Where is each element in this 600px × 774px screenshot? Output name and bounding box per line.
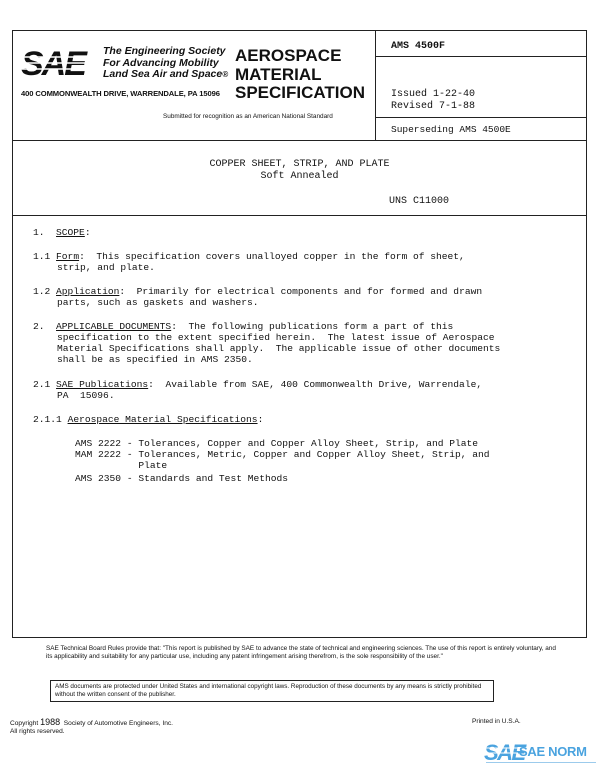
section-2-line-3: shall be as specified in AMS 2350.	[57, 354, 253, 365]
issued-date: Issued 1-22-40	[391, 89, 476, 100]
section-2-heading: APPLICABLE DOCUMENTS	[56, 321, 172, 332]
section-2-1-heading: SAE Publications	[56, 379, 149, 390]
section-2-1-1-number: 2.1.1	[33, 414, 62, 425]
document-type-title	[235, 47, 365, 103]
society-line-3-text: Land Sea Air and Space	[103, 68, 223, 80]
ams-number-divider	[375, 56, 586, 57]
section-1-1	[33, 251, 465, 263]
section-1-1-text: : This specification covers unalloyed copper in the form of sheet,	[79, 251, 465, 262]
section-2-text: : The following publications form a part of this	[171, 321, 454, 332]
section-1-colon: :	[84, 227, 91, 238]
reference-ams-2222: AMS 2222 - Tolerances, Copper and Copper Alloy Sheet, Strip, and Plate	[75, 438, 479, 449]
header-divider-vertical	[375, 31, 376, 140]
section-2-number: 2.	[33, 321, 45, 332]
section-2-1-1	[33, 414, 263, 426]
svg-text:SAE: SAE	[21, 45, 85, 81]
society-line-3	[103, 69, 228, 81]
section-1-2-heading: Application	[56, 286, 120, 297]
section-2-1-text: : Available from SAE, 400 Commonwealth Drive, Warrendale,	[148, 379, 483, 390]
section-2-1-continued: PA 15096.	[57, 390, 115, 401]
section-2	[33, 321, 453, 333]
section-1-2	[33, 286, 482, 298]
ansi-submission-note: Submitted for recognition as an American National Standard	[163, 113, 333, 120]
material-title-line-2: Soft Annealed	[260, 171, 339, 182]
technical-board-rules: SAE Technical Board Rules provide that: "This report is published by SAE to advance the state of technical and engineering sciences. The use of this report is entirely voluntary, and its applicability and suitability for any particular use, including any patent infringement arising therefrom, is the sole responsibility of the user."	[46, 645, 556, 661]
section-2-line-1: specification to the extent specified herein. The latest issue of Aerospace	[57, 332, 495, 343]
copyright-notice-box: AMS documents are protected under United States and international copyright laws. Reproduction of these documents by any means is strictly prohibited without the written consent of the publisher.	[50, 680, 494, 702]
copyright-year: 1988	[40, 717, 61, 727]
section-2-1-1-heading: Aerospace Material Specifications	[67, 414, 258, 425]
material-title	[13, 159, 586, 183]
title-line-3: SPECIFICATION	[235, 83, 366, 102]
issue-dates	[391, 89, 475, 113]
issue-divider	[375, 117, 586, 118]
sae-logo	[21, 45, 101, 81]
reference-mam-2222: MAM 2222 - Tolerances, Metric, Copper and Copper Alloy Sheet, Strip, and	[75, 449, 490, 460]
section-1-1-heading: Form	[56, 251, 80, 262]
copyright-holder: Society of Automotive Engineers, Inc.	[63, 720, 174, 727]
material-title-line-1: COPPER SHEET, STRIP, AND PLATE	[209, 159, 390, 170]
section-1-2-text: : Primarily for electrical components and for formed and drawn	[119, 286, 483, 297]
copyright-line	[10, 718, 173, 728]
society-address: 400 COMMONWEALTH DRIVE, WARRENDALE, PA 15096	[21, 89, 220, 98]
section-1	[33, 227, 91, 239]
section-2-1-1-colon: :	[257, 414, 264, 425]
section-1-1-continued: strip, and plate.	[57, 262, 155, 273]
superseding-note: Superseding AMS 4500E	[391, 124, 511, 135]
title-line-1: AEROSPACE	[235, 46, 342, 65]
society-line-1: The Engineering Society	[103, 45, 226, 57]
section-1-2-continued: parts, such as gaskets and washers.	[57, 297, 259, 308]
ams-number: AMS 4500F	[391, 41, 446, 52]
uns-number: UNS C11000	[389, 196, 450, 207]
watermark-underline	[486, 762, 596, 767]
section-1-heading: SCOPE	[56, 227, 85, 238]
printed-in: Printed in U.S.A.	[472, 718, 521, 725]
watermark-text: SAE NORM	[519, 744, 587, 759]
registered-mark: ®	[222, 70, 229, 79]
svg-text:SAE: SAE	[484, 740, 525, 765]
section-1-2-number: 1.2	[33, 286, 51, 297]
society-line-2: For Advancing Mobility	[103, 56, 219, 69]
revised-date: Revised 7-1-88	[391, 101, 476, 112]
header-bottom-rule	[13, 140, 586, 141]
section-1-1-number: 1.1	[33, 251, 51, 262]
document-frame	[12, 30, 587, 638]
section-1-number: 1.	[33, 227, 45, 238]
section-2-1-number: 2.1	[33, 379, 51, 390]
title-bottom-rule	[13, 215, 586, 216]
reference-mam-2222-continued: Plate	[75, 460, 168, 471]
copyright-statement	[10, 718, 173, 736]
rights-reserved: All rights reserved.	[10, 728, 65, 735]
section-2-line-2: Material Specifications shall apply. The applicable issue of other documents	[57, 343, 501, 354]
title-line-2: MATERIAL	[235, 64, 322, 84]
society-tagline	[103, 46, 228, 81]
copyright-prefix: Copyright	[10, 720, 39, 727]
section-2-1	[33, 379, 482, 391]
reference-ams-2350: AMS 2350 - Standards and Test Methods	[75, 473, 289, 484]
